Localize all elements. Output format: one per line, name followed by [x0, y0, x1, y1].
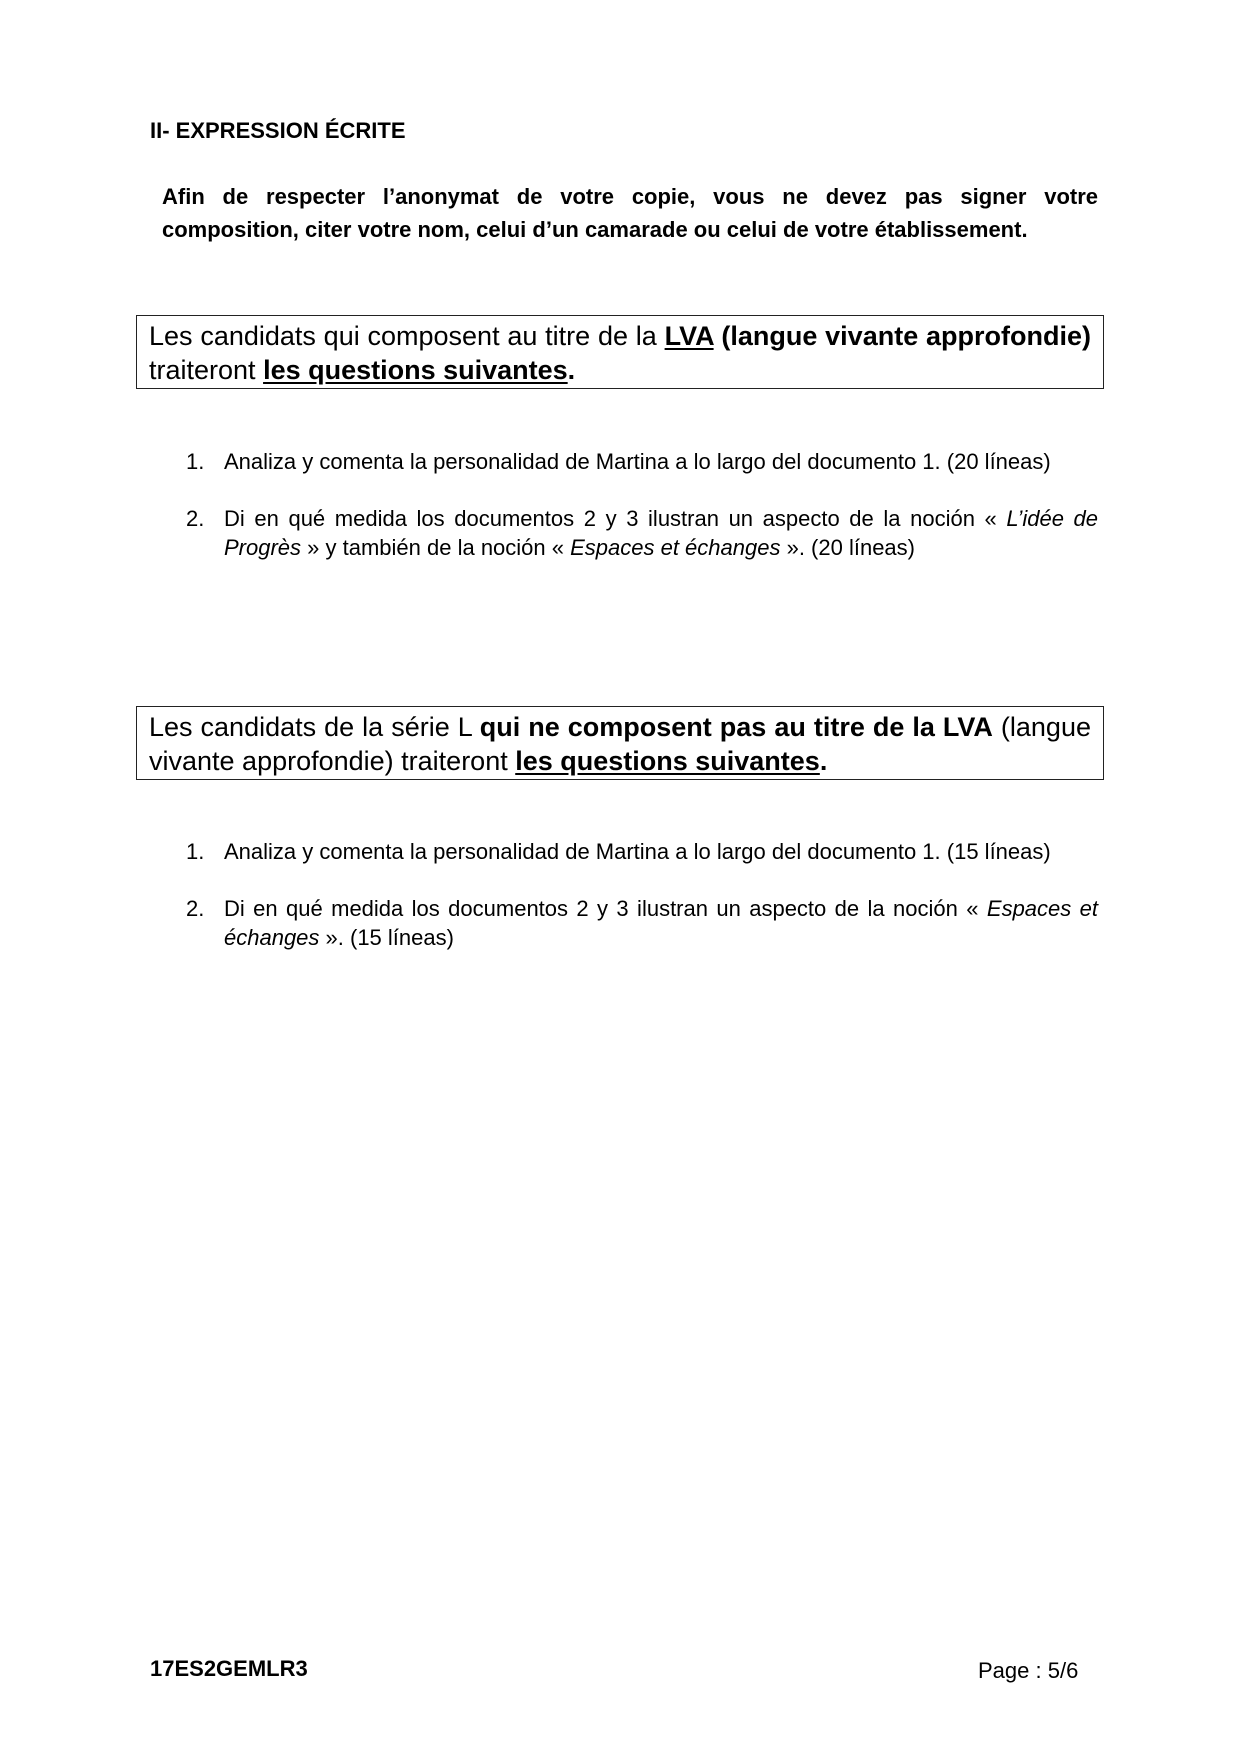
list-item — [186, 447, 1098, 476]
exam-code: 17ES2GEMLR3 — [150, 1656, 308, 1681]
non-lva-bold: qui ne composent pas au titre de la LVA — [479, 712, 993, 742]
non-lva-emphasis: les questions suivantes — [515, 746, 820, 776]
lva-box-text-2: traiteront — [149, 355, 264, 385]
question-text: ». (20 líneas) — [780, 535, 915, 560]
question-text: Analiza y comenta la personalidad de Martina a lo largo del documento 1. (15 líneas) — [224, 839, 1051, 864]
question-text: ». (15 líneas) — [319, 925, 454, 950]
section-title: II- EXPRESSION ÉCRITE — [150, 118, 406, 143]
non-lva-question-list — [186, 837, 1098, 980]
non-lva-box-end: . — [819, 746, 828, 776]
lva-instruction-box — [136, 315, 1104, 389]
lva-box-text: Les candidats qui composent au titre de la — [149, 321, 665, 351]
page-number: Page : 5/6 — [978, 1658, 1079, 1683]
question-number: 1. — [186, 839, 205, 864]
notion-progres: L’idée de Progrès — [224, 506, 1099, 560]
lva-box-end: . — [567, 355, 576, 385]
question-text: Di en qué medida los documentos 2 y 3 ilustran un aspecto de la noción « — [224, 506, 1007, 531]
question-text: » y también de la noción « — [301, 535, 571, 560]
lva-full-name: (langue vivante approfondie) — [713, 321, 1091, 351]
question-text: Analiza y comenta la personalidad de Martina a lo largo del documento 1. (20 líneas) — [224, 449, 1051, 474]
notion-espaces: Espaces et échanges — [570, 535, 781, 560]
list-item — [186, 837, 1098, 866]
non-lva-instruction-box — [136, 706, 1104, 780]
list-item — [186, 894, 1098, 952]
non-lva-box-text-2: (langue vivante approfondie) traiteront — [149, 712, 1091, 776]
question-number: 2. — [186, 896, 205, 921]
anonymity-notice: Afin de respecter l’anonymat de votre copie, vous ne devez pas signer votre composition, citer votre nom, celui d’un camarade ou celui de votre établissement. — [162, 184, 1098, 242]
lva-emphasis: les questions suivantes — [263, 355, 568, 385]
question-number: 1. — [186, 449, 205, 474]
question-number: 2. — [186, 506, 205, 531]
list-item — [186, 504, 1098, 562]
notion-espaces: Espaces et échanges — [224, 896, 1099, 950]
question-text: Di en qué medida los documentos 2 y 3 ilustran un aspecto de la noción « — [224, 896, 987, 921]
lva-label: LVA — [664, 321, 714, 351]
lva-question-list — [186, 447, 1098, 590]
non-lva-box-text: Les candidats de la série L — [149, 712, 480, 742]
